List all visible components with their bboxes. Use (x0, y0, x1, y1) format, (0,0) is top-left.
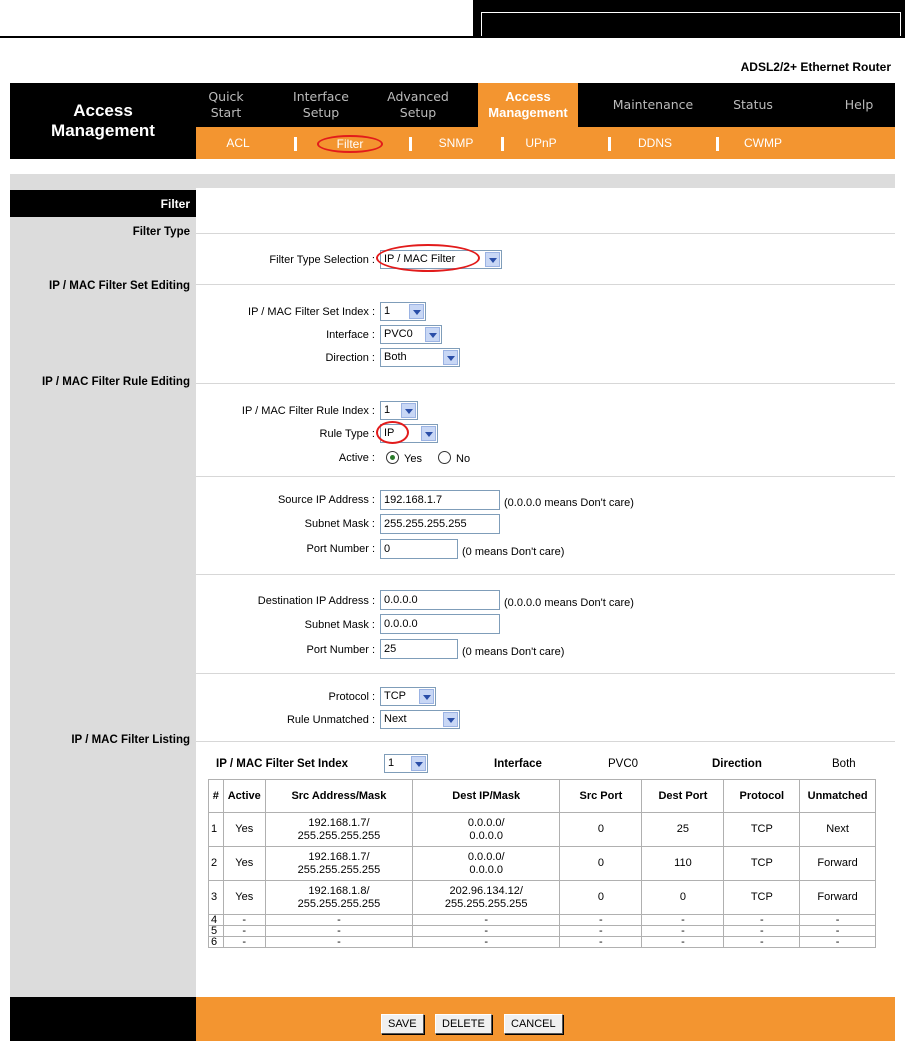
sub-menu (196, 127, 895, 159)
footer-left (10, 997, 196, 1041)
cell-src: 192.168.1.7/ 255.255.255.255 (265, 813, 412, 847)
direction-select[interactable]: Both (380, 348, 460, 367)
cell-src: 192.168.1.7/ 255.255.255.255 (265, 847, 412, 881)
col-header: Protocol (724, 780, 800, 813)
cell-protocol: - (724, 915, 800, 926)
col-header: Unmatched (800, 780, 876, 813)
cell-dst: - (413, 937, 560, 948)
col-header: Dest IP/Mask (413, 780, 560, 813)
table-row (209, 813, 876, 847)
cell-dst: 0.0.0.0/ 0.0.0.0 (413, 847, 560, 881)
table-row (209, 847, 876, 881)
set-index-label: IP / MAC Filter Set Index : (248, 306, 375, 318)
protocol-select[interactable]: TCP (380, 687, 436, 706)
filter-listing-table (208, 779, 876, 948)
menu-quick-start[interactable]: Quick Start (208, 89, 244, 120)
chevron-down-icon (443, 712, 458, 727)
submenu-ddns[interactable]: DDNS (637, 136, 672, 150)
dst-port-input[interactable]: 25 (380, 639, 458, 659)
cell-unmatched: Next (800, 813, 876, 847)
table-row (209, 915, 876, 926)
divider (196, 284, 895, 285)
src-mask-label: Subnet Mask : (304, 518, 375, 530)
header (10, 83, 895, 159)
listing-set-index-label: IP / MAC Filter Set Index (216, 758, 349, 770)
cell-dst-port: 0 (642, 881, 724, 915)
menu-status[interactable]: Status (733, 97, 773, 112)
cell-src-port: - (560, 926, 642, 937)
cell-unmatched: Forward (800, 847, 876, 881)
section-listing: IP / MAC Filter Listing (71, 734, 190, 746)
cell-dst-port: - (642, 915, 724, 926)
cell-protocol: TCP (724, 847, 800, 881)
main-menu (196, 83, 895, 127)
listing-set-index-select[interactable]: 1 (384, 754, 428, 773)
highlight-oval (376, 421, 409, 444)
menu-maintenance[interactable]: Maintenance (612, 97, 694, 112)
brand-line1: Access (73, 101, 133, 120)
col-header: Dest Port (642, 780, 724, 813)
cell-active: - (223, 937, 265, 948)
submenu-separator (501, 137, 504, 151)
cell-protocol: - (724, 937, 800, 948)
cell-src-port: 0 (560, 881, 642, 915)
cell-dst-port: 25 (642, 813, 724, 847)
dst-ip-note: (0.0.0.0 means Don't care) (504, 597, 634, 609)
chevron-down-icon (485, 252, 500, 267)
chevron-down-icon (409, 304, 424, 319)
set-index-select[interactable]: 1 (380, 302, 426, 321)
rule-index-label: IP / MAC Filter Rule Index : (241, 405, 375, 417)
cell-active: - (223, 926, 265, 937)
dst-mask-label: Subnet Mask : (304, 619, 375, 631)
cell-dst-port: - (642, 937, 724, 948)
submenu-acl[interactable]: ACL (226, 136, 250, 150)
section-filter-type: Filter Type (132, 226, 190, 238)
cell-index: 3 (209, 881, 224, 915)
src-mask-input[interactable]: 255.255.255.255 (380, 514, 500, 534)
submenu-filter[interactable]: Filter (306, 135, 394, 151)
section-set-editing: IP / MAC Filter Set Editing (49, 280, 190, 292)
src-port-input[interactable]: 0 (380, 539, 458, 559)
cell-unmatched: - (800, 937, 876, 948)
menu-help[interactable]: Help (844, 97, 874, 112)
cell-index: 6 (209, 937, 224, 948)
dst-port-note: (0 means Don't care) (462, 646, 565, 658)
protocol-label: Protocol : (328, 691, 375, 703)
direction-label: Direction : (325, 352, 375, 364)
active-no-label: No (456, 453, 471, 465)
cell-active: Yes (223, 847, 265, 881)
dst-port-label: Port Number : (306, 644, 375, 656)
col-header: Src Address/Mask (265, 780, 412, 813)
divider (196, 741, 895, 742)
cell-unmatched: Forward (800, 881, 876, 915)
submenu-snmp[interactable]: SNMP (438, 136, 474, 150)
active-label: Active : (338, 452, 375, 464)
submenu-separator (294, 137, 297, 151)
menu-interface-setup[interactable]: Interface Setup (293, 89, 349, 120)
top-rule (0, 36, 480, 38)
chevron-down-icon (421, 426, 436, 441)
chevron-down-icon (419, 689, 434, 704)
cell-index: 1 (209, 813, 224, 847)
interface-label: Interface : (326, 329, 375, 341)
menu-access-management[interactable]: Access Management (478, 83, 578, 127)
cell-unmatched: - (800, 926, 876, 937)
table-row (209, 937, 876, 948)
rule-type-select[interactable]: IP (380, 424, 438, 443)
table-row (209, 926, 876, 937)
cell-protocol: TCP (724, 813, 800, 847)
submenu-separator (716, 137, 719, 151)
cell-index: 4 (209, 915, 224, 926)
unmatched-select[interactable]: Next (380, 710, 460, 729)
cell-dst: 202.96.134.12/ 255.255.255.255 (413, 881, 560, 915)
divider (196, 574, 895, 575)
cell-unmatched: - (800, 915, 876, 926)
cell-src-port: - (560, 937, 642, 948)
cell-src: - (265, 915, 412, 926)
listing-direction-value: Both (832, 758, 856, 770)
page-brand (10, 83, 196, 159)
cell-dst-port: - (642, 926, 724, 937)
cancel-button[interactable]: CANCEL (504, 1014, 563, 1034)
cell-protocol: - (724, 926, 800, 937)
cell-src-port: 0 (560, 813, 642, 847)
cell-src-port: 0 (560, 847, 642, 881)
col-header: # (209, 780, 224, 813)
cell-protocol: TCP (724, 881, 800, 915)
header-spacer-bar (10, 174, 895, 188)
listing-direction-label: Direction (712, 758, 762, 770)
listing-interface-label: Interface (494, 758, 542, 770)
table-row (209, 881, 876, 915)
cell-active: - (223, 915, 265, 926)
top-banner-box (473, 0, 905, 38)
chevron-down-icon (443, 350, 458, 365)
cell-dst-port: 110 (642, 847, 724, 881)
divider (196, 383, 895, 384)
cell-src: - (265, 937, 412, 948)
src-port-note: (0 means Don't care) (462, 546, 565, 558)
active-yes-label: Yes (404, 453, 422, 465)
brand-line2: Management (51, 121, 155, 140)
dst-mask-input[interactable]: 0.0.0.0 (380, 614, 500, 634)
cell-active: Yes (223, 813, 265, 847)
cell-index: 2 (209, 847, 224, 881)
chevron-down-icon (425, 327, 440, 342)
cell-dst: - (413, 926, 560, 937)
section-filter-title: Filter (10, 190, 196, 217)
dst-ip-label: Destination IP Address : (257, 595, 375, 607)
section-rule-editing: IP / MAC Filter Rule Editing (41, 376, 190, 388)
chevron-down-icon (401, 403, 416, 418)
submenu-cwmp[interactable]: CWMP (744, 136, 782, 150)
menu-advanced-setup[interactable]: Advanced Setup (387, 89, 449, 120)
col-header: Active (223, 780, 265, 813)
highlight-oval (376, 244, 480, 272)
src-ip-label: Source IP Address : (277, 494, 375, 506)
src-port-label: Port Number : (306, 543, 375, 555)
cell-src: 192.168.1.8/ 255.255.255.255 (265, 881, 412, 915)
filter-type-label: Filter Type Selection : (269, 254, 375, 266)
interface-select[interactable]: PVC0 (380, 325, 442, 344)
save-button[interactable]: SAVE (381, 1014, 424, 1034)
divider (196, 673, 895, 674)
product-name: ADSL2/2+ Ethernet Router (740, 60, 891, 74)
src-ip-input[interactable]: 192.168.1.7 (380, 490, 500, 510)
delete-button[interactable]: DELETE (435, 1014, 492, 1034)
cell-src: - (265, 926, 412, 937)
active-no-radio[interactable] (438, 451, 451, 464)
rule-type-label: Rule Type : (319, 428, 375, 440)
cell-index: 5 (209, 926, 224, 937)
cell-dst: 0.0.0.0/ 0.0.0.0 (413, 813, 560, 847)
col-header: Src Port (560, 780, 642, 813)
divider (196, 476, 895, 477)
left-column (10, 188, 196, 997)
submenu-separator (409, 137, 412, 151)
table-header-row (209, 780, 876, 813)
listing-interface-value: PVC0 (608, 758, 639, 770)
submenu-upnp[interactable]: UPnP (525, 136, 557, 150)
active-yes-radio[interactable] (386, 451, 399, 464)
rule-index-select[interactable]: 1 (380, 401, 418, 420)
divider (196, 233, 895, 234)
cell-dst: - (413, 915, 560, 926)
dst-ip-input[interactable]: 0.0.0.0 (380, 590, 500, 610)
submenu-separator (608, 137, 611, 151)
src-ip-note: (0.0.0.0 means Don't care) (504, 497, 634, 509)
filter-type-select[interactable]: IP / MAC Filter (380, 250, 502, 269)
chevron-down-icon (411, 756, 426, 771)
unmatched-label: Rule Unmatched : (286, 714, 375, 726)
cell-active: Yes (223, 881, 265, 915)
cell-src-port: - (560, 915, 642, 926)
